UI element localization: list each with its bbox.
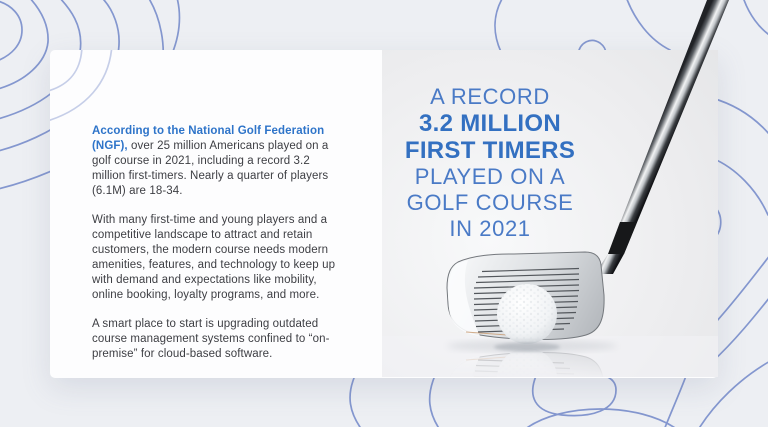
paragraph-stat	[92, 124, 344, 199]
lead-in-text: According to the National Golf Federation (NGF),	[92, 125, 325, 152]
headline-line-1: A RECORD	[430, 84, 550, 109]
paragraph-stat-text: over 25 million Americans played on a golf course in 2021, including a record 3.2 million first-timers. Nearly a quarter of players (6.1M) are 18-34.	[92, 140, 329, 197]
headline-line-4: PLAYED ON A	[414, 164, 566, 189]
headline-line-6: IN 2021	[449, 216, 531, 241]
headline-line-3: FIRST TIMERS	[404, 137, 576, 164]
headline-line-2: 3.2 MILLION	[419, 110, 561, 137]
golf-ball	[497, 284, 557, 344]
paragraph-smart-place: A smart place to start is upgrading outdated course management systems confined to “on-premise” for cloud-based software.	[92, 318, 330, 360]
headline-line-5: GOLF COURSE	[406, 190, 574, 215]
headline	[384, 84, 596, 242]
ball-shadow	[494, 343, 560, 352]
paragraph-modern-course: With many first-time and young players and a competitive landscape to attract and retain customers, the modern course needs modern amenities, features, and technology to keep up with demand and expectations like mobility, online booking, loyalty programs, and more.	[92, 214, 336, 301]
body-copy	[92, 124, 344, 376]
